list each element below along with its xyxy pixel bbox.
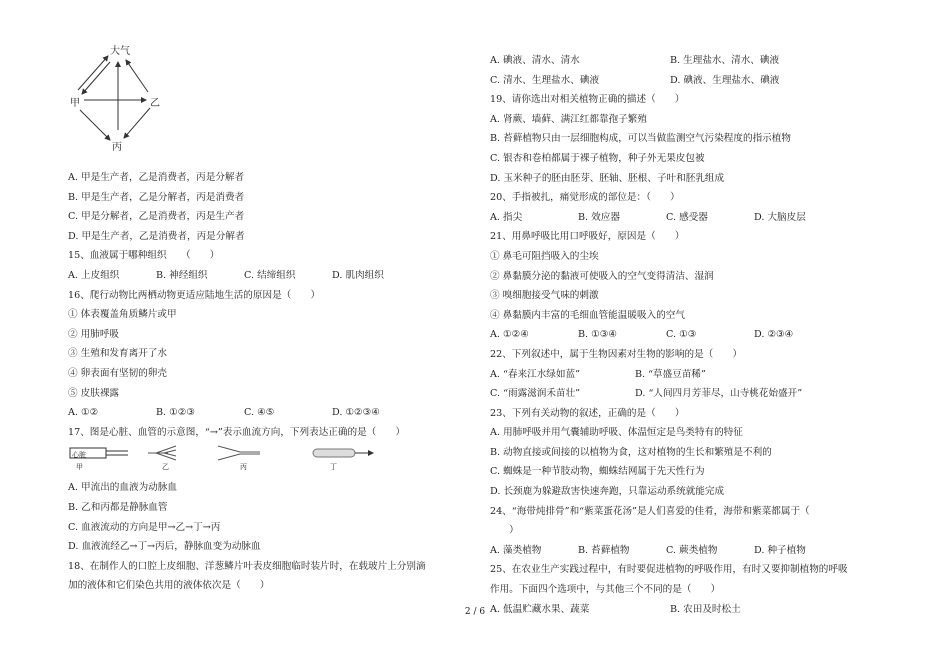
q22-option-b: B. “草盛豆苗稀” [635,368,706,380]
q20-option-a: A. 指尖 [490,211,523,223]
q20-options [490,208,930,228]
q15-options [68,266,508,286]
q20-stem: 20、手指被扎，痛觉形成的部位是：（ ） [490,192,680,204]
q16-stem: 16、爬行动物比两栖动物更适应陆地生活的原因是（ ） [68,289,321,301]
q18-option-a: A. 碘液、清水、清水 [490,55,580,66]
q22-option-c: C. “雨露滋润禾苗壮” [490,388,581,400]
q14-option-d: D. 甲是生产者，乙是消费者，丙是分解者 [68,230,245,242]
q18-options-ab [490,51,930,71]
q16-option-d: D. ①②③④ [332,407,380,419]
q22-option-d: D. “人间四月芳菲尽，山寺桃花始盛开” [635,388,803,400]
q21-item-2: ② 鼻黏膜分泌的黏液可使吸入的空气变得清洁、湿润 [490,270,714,282]
q23-option-d: D. 长颈鹿为躲避敌害快速奔跑，只靠运动系统就能完成 [490,486,725,498]
q23-option-b: B. 动物直接或间接的以植物为食，这对植物的生长和繁殖是不利的 [490,446,772,458]
q18-option-d: D. 碘液、生理盐水、碘液 [670,74,780,86]
q15-stem: 15、血液属于哪种组织 （ ） [68,250,220,262]
q24-option-d: D. 种子植物 [754,544,806,556]
q20-option-c: C. 感受器 [666,211,708,223]
label-bing: 丙 [112,142,122,153]
q16-item-1: ① 体表覆盖角质鳞片或甲 [68,309,177,321]
left-column [68,0,508,596]
q22-options-ab [490,365,930,385]
q24-option-a: A. 藻类植物 [490,544,542,556]
q15-option-b: B. 神经组织 [156,269,208,281]
q17-option-a: A. 甲流出的血液为动脉血 [68,482,177,494]
q18-stem-line2: 加的液体和它们染色共用的液体依次是（ ） [68,580,270,592]
q16-item-4: ④ 卵表面有坚韧的卵壳 [68,367,167,379]
vessel-label-a: 甲 [76,463,83,472]
q22-stem: 22、下列叙述中，属于生物因素对生物的影响的是（ ） [490,348,743,360]
q20-option-d: D. 大脑皮层 [754,211,806,223]
q16-option-a: A. ①② [68,407,99,419]
q24-stem-line1: 24、“海带炖排骨”和“紫菜蛋花汤”是人们喜爱的佳肴，海带和紫菜都属于（ [490,505,810,517]
q24-options [490,541,930,561]
q23-option-a: A. 用肺呼吸并用气囊辅助呼吸、体温恒定是鸟类特有的特征 [490,427,743,439]
q16-options [68,403,508,423]
vessel-drawing [68,444,388,474]
q14-option-b: B. 甲是生产者，乙是分解者，丙是消费者 [68,191,245,203]
q17-stem: 17、图是心脏、血管的示意图，“→”表示血流方向，下列表达正确的是（ ） [68,426,406,438]
vessel-label-heart: 心脏 [72,451,86,460]
q21-stem: 21、用鼻呼吸比用口呼吸好，原因是（ ） [490,231,685,243]
q25-stem-line1: 25、在农业生产实践过程中，有时要促进植物的呼吸作用，有时又要抑制植物的呼吸 [490,564,848,576]
q15-option-d: D. 肌肉组织 [332,269,384,281]
q15-option-c: C. 结缔组织 [244,269,296,281]
q24-option-c: C. 蕨类植物 [666,544,718,556]
q18-option-b: B. 生理盐水、清水、碘液 [670,55,780,66]
q19-option-a: A. 肾蕨、墙藓、满江红都靠孢子繁殖 [490,113,647,125]
q25-option-a: A. 低温贮藏水果、蔬菜 [490,603,590,615]
q14-option-a: A. 甲是生产者，乙是消费者，丙是分解者 [68,172,245,183]
q23-stem: 23、下列有关动物的叙述，正确的是（ ） [490,407,685,419]
q17-option-b: B. 乙和丙都是静脉血管 [68,501,168,513]
q16-option-b: B. ①②③ [156,407,195,419]
q24-stem-line2: ） [490,525,519,537]
q17-option-c: C. 血液流动的方向是甲→乙→丁→丙 [68,521,221,533]
q19-option-c: C. 银杏和卷柏都属于裸子植物，种子外无果皮包被 [490,152,705,164]
q21-option-b: B. ①③④ [578,329,617,341]
ecosystem-diagram [68,42,188,154]
q20-option-b: B. 效应器 [578,211,620,223]
q14-option-c: C. 甲是分解者，乙是消费者，丙是生产者 [68,211,245,223]
q22-option-a: A. “春来江水绿如蓝” [490,368,580,380]
q23-option-c: C. 蜘蛛是一种节肢动物，蜘蛛结网属于先天性行为 [490,466,705,478]
label-atmosphere: 大气 [110,46,130,57]
q25-stem-line2: 作用。下面四个选项中，与其他三个不同的是（ ） [490,584,721,596]
label-yi: 乙 [150,98,160,109]
q21-item-1: ① 鼻毛可阻挡吸入的尘埃 [490,250,599,262]
q21-option-c: C. ①③ [666,329,697,341]
q18-options-cd [490,71,930,91]
q24-option-b: B. 苔藓植物 [578,544,630,556]
q17-option-d: D. 血液流经乙→丁→丙后，静脉血变为动脉血 [68,541,261,553]
q22-options-cd [490,384,930,404]
q19-option-d: D. 玉米种子的胚由胚芽、胚轴、胚根、子叶和胚乳组成 [490,172,725,184]
q15-option-a: A. 上皮组织 [68,269,120,281]
label-jia: 甲 [70,98,80,109]
q16-item-3: ③ 生殖和发育离开了水 [68,348,167,360]
q21-item-3: ③ 嗅细胞接受气味的刺激 [490,290,599,302]
q18-option-c: C. 清水、生理盐水、碘液 [490,74,600,86]
q16-option-c: C. ④⑤ [244,407,275,419]
q21-option-d: D. ②③④ [754,329,794,341]
vessel-diagram [68,444,388,474]
page-number: 2 / 6 [464,607,486,617]
vessel-label-c: 丙 [240,463,247,472]
vessel-label-d: 丁 [330,463,337,472]
q16-item-5: ⑤ 皮肤裸露 [68,387,120,399]
q21-options [490,325,930,345]
q19-stem: 19、请你选出对相关植物正确的描述（ ） [490,94,685,106]
q19-option-b: B. 苔藓植物只由一层细胞构成，可以当做监测空气污染程度的指示植物 [490,133,791,145]
q21-item-4: ④ 鼻黏膜内丰富的毛细血管能温暖吸入的空气 [490,309,685,321]
q18-stem-line1: 18、在制作人的口腔上皮细胞、洋葱鳞片叶表皮细胞临时装片时，在载玻片上分别滴 [68,560,426,572]
right-column [490,51,930,619]
q21-option-a: A. ①②④ [490,329,529,341]
q25-option-b: B. 农田及时松土 [670,603,741,615]
q16-item-2: ② 用肺呼吸 [68,328,120,340]
vessel-label-b: 乙 [162,463,169,472]
